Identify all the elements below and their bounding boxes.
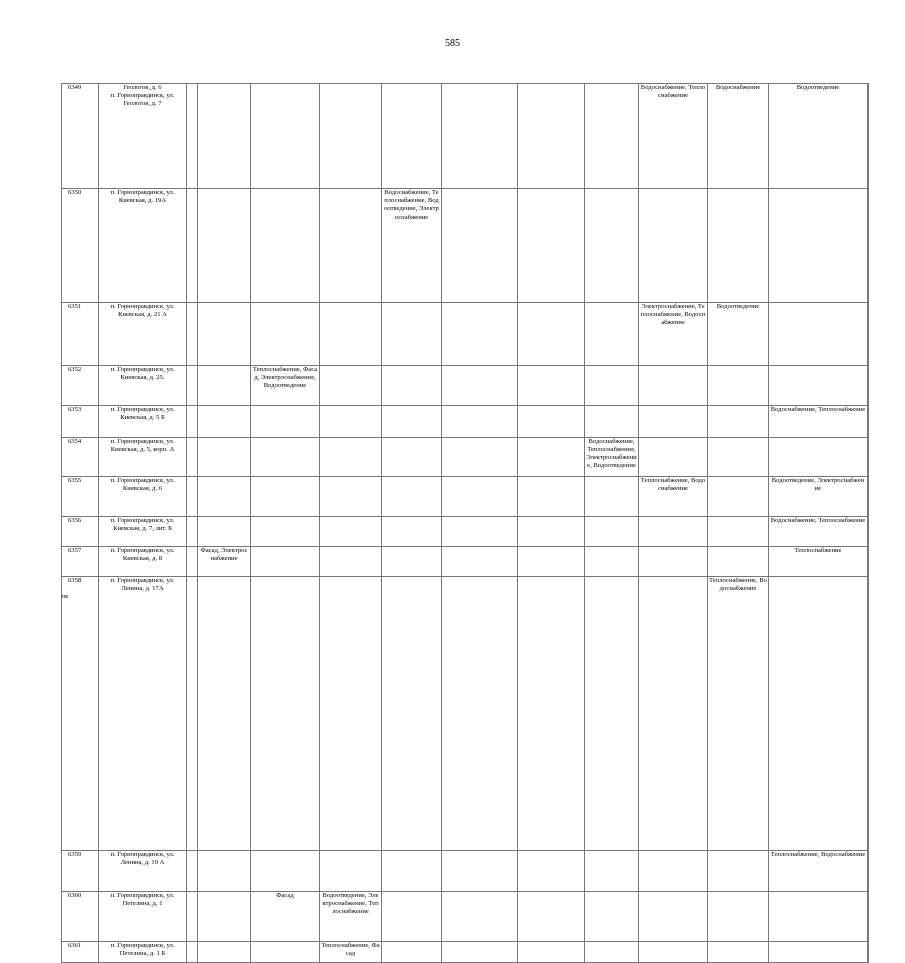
address-cell: Геологов, д. 6 п. Горноправдинск, ул. Геологов, д. 7 [99, 84, 187, 189]
work-cell-7 [518, 365, 585, 405]
work-cell-9 [639, 892, 708, 942]
work-cell-6 [442, 476, 518, 516]
work-cell-5 [382, 437, 442, 476]
work-cell-9 [639, 405, 708, 437]
work-cell-11 [769, 365, 868, 405]
work-cell-8 [585, 546, 639, 576]
table-row [62, 516, 869, 546]
work-cell-7 [518, 302, 585, 365]
work-cell-5 [382, 942, 442, 963]
work-cell-12 [868, 942, 869, 963]
work-cell-11: Водоснабжение, Теплоснабжение [769, 405, 868, 437]
work-cell-6 [442, 405, 518, 437]
work-cell-7 [518, 942, 585, 963]
work-cell-8 [585, 850, 639, 891]
row-number: 6360 [62, 892, 99, 942]
work-cell-1 [187, 365, 198, 405]
work-cell-4 [320, 546, 382, 576]
work-cell-8 [585, 365, 639, 405]
work-cell-2 [198, 850, 251, 891]
work-cell-6 [442, 942, 518, 963]
work-cell-7 [518, 84, 585, 189]
work-cell-2 [198, 365, 251, 405]
work-cell-8 [585, 189, 639, 302]
work-cell-3 [251, 516, 320, 546]
address-cell: п. Горноправдинск, ул. Киевская, д. 21 А [99, 302, 187, 365]
work-cell-12 [868, 365, 869, 405]
work-cell-1 [187, 189, 198, 302]
work-cell-3 [251, 546, 320, 576]
work-cell-12 [868, 476, 869, 516]
work-cell-2 [198, 516, 251, 546]
work-cell-7 [518, 576, 585, 850]
work-cell-4 [320, 84, 382, 189]
work-cell-12 [868, 189, 869, 302]
row-number: 6359 [62, 850, 99, 891]
table-row [62, 437, 869, 476]
work-cell-1 [187, 476, 198, 516]
work-cell-2 [198, 405, 251, 437]
table-row [62, 189, 869, 302]
work-cell-3 [251, 850, 320, 891]
table-row [62, 546, 869, 576]
work-cell-12 [868, 576, 869, 850]
work-cell-11: Теплоснабжение, Водоснабжение [769, 850, 868, 891]
work-cell-4 [320, 189, 382, 302]
work-cell-11: Водоотведение, Электроснабжение [769, 476, 868, 516]
work-cell-12 [868, 850, 869, 891]
work-cell-8 [585, 405, 639, 437]
work-cell-4 [320, 576, 382, 850]
address-cell: п. Горноправдинск, ул. Киевская, д. 5 Б [99, 405, 187, 437]
address-cell: п. Горноправдинск, ул. Киевская, д. 7, лит. Б [99, 516, 187, 546]
work-cell-4 [320, 302, 382, 365]
table-row [62, 84, 869, 189]
work-cell-10 [708, 405, 769, 437]
work-cell-1 [187, 850, 198, 891]
work-cell-5 [382, 84, 442, 189]
work-cell-11 [769, 437, 868, 476]
work-cell-11 [769, 892, 868, 942]
work-cell-2 [198, 476, 251, 516]
work-cell-7 [518, 437, 585, 476]
work-cell-7 [518, 516, 585, 546]
address-cell: п. Горноправдинск, ул. Киевская, д. 6 [99, 476, 187, 516]
work-cell-3 [251, 189, 320, 302]
work-cell-9 [639, 942, 708, 963]
work-cell-3 [251, 476, 320, 516]
work-cell-9: Электроснабжение, Теплоснабжение, Водоснабжение [639, 302, 708, 365]
work-cell-3 [251, 437, 320, 476]
work-cell-6 [442, 302, 518, 365]
work-cell-4 [320, 437, 382, 476]
table-row [62, 365, 869, 405]
row-number: 6349 [62, 84, 99, 189]
work-cell-5 [382, 476, 442, 516]
work-cell-1 [187, 84, 198, 189]
work-cell-8 [585, 576, 639, 850]
work-cell-5 [382, 405, 442, 437]
work-cell-7 [518, 546, 585, 576]
work-cell-2 [198, 437, 251, 476]
work-cell-10: Водоотведение [708, 302, 769, 365]
table-row [62, 850, 869, 891]
work-cell-5 [382, 576, 442, 850]
work-cell-3: Теплоснабжение, Фасад, Электроснабжение, Водоотведение [251, 365, 320, 405]
work-cell-12 [868, 437, 869, 476]
work-cell-1 [187, 546, 198, 576]
work-cell-3 [251, 405, 320, 437]
address-cell: п. Горноправдинск, ул. Киевская, д. 8 [99, 546, 187, 576]
address-cell: п. Горноправдинск, ул. Киевская, д. 25. [99, 365, 187, 405]
work-cell-10 [708, 476, 769, 516]
row-number: 6358 [62, 576, 99, 850]
work-cell-2 [198, 942, 251, 963]
work-cell-11 [769, 189, 868, 302]
work-cell-2 [198, 84, 251, 189]
work-cell-6 [442, 189, 518, 302]
work-cell-6 [442, 892, 518, 942]
work-cell-9 [639, 516, 708, 546]
work-cell-4 [320, 405, 382, 437]
table-row [62, 576, 869, 850]
work-cell-2 [198, 189, 251, 302]
work-cell-7 [518, 850, 585, 891]
work-cell-4: Теплоснабжение, Фасад [320, 942, 382, 963]
row-number: 6361 [62, 942, 99, 963]
row-number: 6352 [62, 365, 99, 405]
work-cell-8 [585, 476, 639, 516]
register-table [61, 83, 869, 963]
work-cell-10 [708, 850, 769, 891]
work-cell-6 [442, 576, 518, 850]
address-cell: п. Горноправдинск, ул. Петелина, д. 1 [99, 892, 187, 942]
work-cell-5 [382, 546, 442, 576]
row-number: 6355 [62, 476, 99, 516]
work-cell-2 [198, 892, 251, 942]
work-cell-12 [868, 516, 869, 546]
work-cell-11: Водоотведение [769, 84, 868, 189]
table-row [62, 302, 869, 365]
work-cell-10 [708, 437, 769, 476]
row-number: 6353 [62, 405, 99, 437]
address-cell: п. Горноправдинск, ул. Ленина, д. 19 А [99, 850, 187, 891]
work-cell-1 [187, 405, 198, 437]
work-cell-11 [769, 942, 868, 963]
table-row [62, 892, 869, 942]
work-cell-12 [868, 405, 869, 437]
work-cell-6 [442, 365, 518, 405]
work-cell-6 [442, 84, 518, 189]
work-cell-12 [868, 84, 869, 189]
work-cell-11 [769, 302, 868, 365]
work-cell-9 [639, 850, 708, 891]
address-cell: п. Горноправдинск, ул. Петелина, д. 1 Б [99, 942, 187, 963]
work-cell-3: Фасад [251, 892, 320, 942]
work-cell-10 [708, 892, 769, 942]
work-cell-5: Водоснабжение, Теплоснабжение, Водоотведение, Электроснабжение [382, 189, 442, 302]
work-cell-6 [442, 850, 518, 891]
work-cell-12 [868, 302, 869, 365]
work-cell-9: Теплоснабжение, Водоснабжение [639, 476, 708, 516]
work-cell-3 [251, 84, 320, 189]
work-cell-10 [708, 546, 769, 576]
work-cell-10 [708, 942, 769, 963]
work-cell-4 [320, 365, 382, 405]
work-cell-4 [320, 516, 382, 546]
address-cell: п. Горноправдинск, ул. Киевская, д. 19А [99, 189, 187, 302]
row-number: 6350 [62, 189, 99, 302]
work-cell-2: Фасад, Электроснабжение [198, 546, 251, 576]
work-cell-12 [868, 892, 869, 942]
work-cell-9 [639, 576, 708, 850]
address-cell: п. Горноправдинск, ул. Ленина, д. 17А [99, 576, 187, 850]
row-number: 6351 [62, 302, 99, 365]
work-cell-8 [585, 942, 639, 963]
page-number: 585 [445, 38, 460, 49]
row-number: 6357 [62, 546, 99, 576]
work-cell-11: Теплоснабжение [769, 546, 868, 576]
work-cell-9 [639, 546, 708, 576]
table-row [62, 405, 869, 437]
work-cell-8 [585, 302, 639, 365]
work-cell-9: Водоснабжение, Теплоснабжение [639, 84, 708, 189]
work-cell-9 [639, 437, 708, 476]
work-cell-12 [868, 546, 869, 576]
work-cell-8 [585, 516, 639, 546]
work-cell-4: Водоотведение, Электроснабжение, Теплоснабжение [320, 892, 382, 942]
work-cell-9 [639, 189, 708, 302]
work-cell-1 [187, 302, 198, 365]
work-cell-7 [518, 892, 585, 942]
table-row [62, 942, 869, 963]
work-cell-5 [382, 516, 442, 546]
work-cell-1 [187, 892, 198, 942]
work-cell-1 [187, 942, 198, 963]
work-cell-8: Водоснабжение, Теплоснабжение, Электроснабжение, Водоотведение [585, 437, 639, 476]
work-cell-3 [251, 942, 320, 963]
work-cell-7 [518, 189, 585, 302]
work-cell-6 [442, 546, 518, 576]
work-cell-10 [708, 189, 769, 302]
work-cell-4 [320, 850, 382, 891]
work-cell-9 [639, 365, 708, 405]
work-cell-5 [382, 365, 442, 405]
work-cell-2 [198, 576, 251, 850]
work-cell-1 [187, 516, 198, 546]
work-cell-5 [382, 892, 442, 942]
work-cell-1 [187, 576, 198, 850]
work-cell-1 [187, 437, 198, 476]
work-cell-5 [382, 850, 442, 891]
work-cell-10 [708, 516, 769, 546]
work-cell-7 [518, 476, 585, 516]
address-cell: п. Горноправдинск, ул. Киевская, д. 5, корп. А [99, 437, 187, 476]
work-cell-7 [518, 405, 585, 437]
work-cell-3 [251, 576, 320, 850]
work-cell-10 [708, 365, 769, 405]
work-cell-3 [251, 302, 320, 365]
work-cell-6 [442, 437, 518, 476]
work-cell-8 [585, 892, 639, 942]
work-cell-2 [198, 302, 251, 365]
table-row [62, 476, 869, 516]
work-cell-4 [320, 476, 382, 516]
work-cell-8 [585, 84, 639, 189]
work-cell-10: Теплоснабжение, Водоснабжение [708, 576, 769, 850]
work-cell-11: Водоснабжение, Теплоснабжение [769, 516, 868, 546]
work-cell-6 [442, 516, 518, 546]
work-cell-5 [382, 302, 442, 365]
row-number: 6356 [62, 516, 99, 546]
page-footer: нв [62, 594, 69, 600]
work-cell-10: Водоснабжение [708, 84, 769, 189]
work-cell-11 [769, 576, 868, 850]
row-number: 6354 [62, 437, 99, 476]
